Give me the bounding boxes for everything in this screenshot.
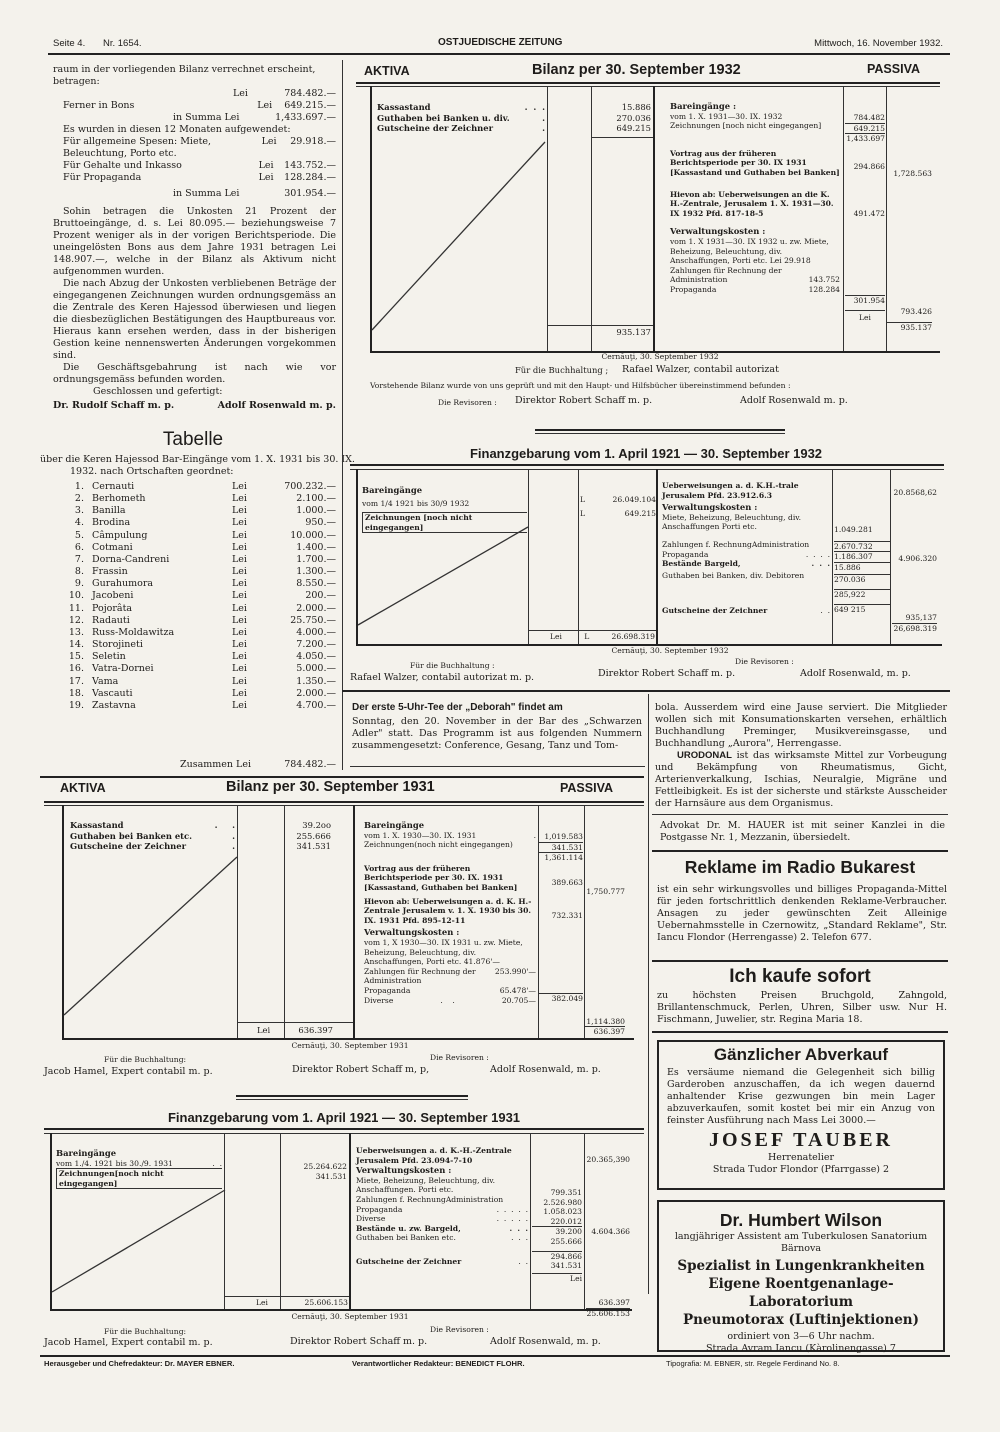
finanz1932-right-items: Ueberweisungen a. d. K.H.-trale Jerusalem Pfd. 23.912.6.3 Verwaltungskosten : Miete, Beheizung, Beleuchtung, div. Anschaffungen Porti etc. Zahlungen f. RechnungAdministration Propaganda . . . . Bestände Bargeld, . . . Guthaben bei Banken, div. Debitoren Gutscheine der Zeichner . . (662, 481, 830, 616)
tabelle-row-value: 4.050.— (296, 651, 336, 663)
tabelle-row-number: 9. (74, 578, 84, 590)
tea-body-part1: Sonntag, den 20. November in der Bar des „Schwarzen Adler" statt. Das Programm ist aus folgenden Nummern zusammengesetzt: Conference, Gesang, Tanz und Tom- (352, 716, 642, 751)
bilanz1932-aktiva: AKTIVA (364, 64, 410, 78)
tabelle-row-value: 700.232.— (284, 481, 336, 492)
signature-rosenwald: Adolf Rosenwald m. p. (217, 400, 336, 411)
rule (832, 469, 833, 644)
tabelle-row (62, 517, 336, 529)
tabelle-row (62, 481, 336, 493)
finanz1932-left-total: Lei L 26.698.319 (550, 632, 655, 641)
issue-date: Mittwoch, 16. November 1932. (814, 38, 943, 49)
bilanz1932-aktiva-items: Kassastand . . . Guthaben bei Banken u. div. . Gutscheine der Zeichner . (377, 102, 545, 134)
tabelle-row-value: 2.100.— (296, 493, 336, 505)
urodonal-name: URODONAL (677, 750, 732, 761)
bilanz1932-bookkeeping-label: Für die Buchhaltung ; (515, 365, 609, 375)
tabelle-row (62, 639, 336, 651)
report-para-3: Die Geschäftsgebahrung ist nach wie vor ordnungsgemäss befunden worden. (53, 362, 336, 385)
bilanz1932-rev2: Adolf Rosenwald m. p. (740, 395, 848, 406)
rule (890, 469, 891, 644)
rule (652, 850, 948, 852)
tabelle-row-value: 8.550.— (296, 578, 336, 590)
expenses-total: in Summa Lei 301.954.— (173, 188, 336, 199)
rule (535, 433, 785, 434)
tabelle-row-number: 13. (68, 626, 84, 638)
finanz1932-left-items: Bareingänge vom 1/4 1921 bis 30/9 1932 Zeichnungen [noch nicht eingegangen] (362, 485, 527, 533)
rule (652, 1031, 948, 1033)
report-intro: raum in der vorliegenden Bilanz verrechnet erscheint, betragen: (53, 64, 316, 87)
rule (356, 86, 940, 87)
tabelle-row (62, 493, 336, 505)
bilanz1932-passiva-values: 784.482 649.215 1,433.697 294.866 491.472 301.954 Lei (846, 113, 885, 322)
finanz1931-left-total: Lei 25.606.153 (256, 1298, 348, 1307)
tabelle-row (62, 688, 336, 700)
tabelle-row-number: 3. (74, 505, 84, 517)
rule (535, 429, 785, 431)
bilanz1932-place-date: Cernăuţi, 30. September 1932 (601, 352, 719, 361)
finanz1932-title: Finanzgebarung vom 1. April 1921 — 30. September 1932 (469, 446, 823, 461)
rule (584, 1133, 585, 1309)
receipt-row: Ferner in Bons Lei 649.215.— (63, 100, 336, 111)
tabelle-row-number: 16. (68, 663, 84, 675)
bilanz1931-revisors-label: Die Revisoren : (430, 1053, 489, 1062)
tabelle-row-currency: Lei (232, 614, 247, 626)
rule (44, 1128, 644, 1130)
rule (528, 630, 656, 631)
finanz1932-rev2: Adolf Rosenwald, m. p. (800, 668, 911, 679)
receipt-row: Lei 784.482.— (233, 88, 336, 99)
rule (350, 469, 944, 470)
abverkauf-role: Herrenatelier (767, 1152, 835, 1163)
tabelle-total: Zusammen Lei 784.482.— (180, 759, 336, 770)
tabelle-row (62, 578, 336, 590)
tabelle-row-currency: Lei (232, 675, 247, 687)
tabelle-row-currency: Lei (232, 590, 247, 602)
abverkauf-text: Es versäume niemand die Gelegenheit sich billig Garderoben anzuschaffen, da ich wegen dauernd anhaltender Krise gezwungen bin mein Lager abzuverkaufen, somit kostet bei mir ein Anzug von feinster Ausführung nach Mass Lei 3000.— (667, 1067, 935, 1126)
tabelle-row-place: Pojorâta (92, 602, 133, 614)
finanz1931-right-items: Ueberweisungen a. d. K.-H.-Zentrale Jerusalem Pfd. 23.094-7-10 Verwaltungskosten : Miete, Beheizung, Beleuchtung, div. Anschaffungen. Porti etc. Zahlungen f. RechnungAdministration Propaganda . . . . . Diverse . . . . . Bestände u. zw. Bargeld, . . . Guthaben bei Banken etc. . . . Gutscheine der Zeichner . . (356, 1146, 528, 1266)
bilanz1931-cancel-line (62, 855, 240, 1020)
masthead: OSTJUEDISCHE ZEITUNG (438, 37, 563, 48)
finanz1931-title: Finanzgebarung vom 1. April 1921 — 30. September 1931 (167, 1110, 521, 1125)
report-para-1: Sohin betragen die Unkosten 21 Prozent der Bruttoeingänge, d. s. Lei 80.095.— beziehungsweise 7 Prozent weniger als in der vorigen Berichtsperiode. Die uneingelösten Bons aus dem Jahre 1931 betragen Lei 148.907.—, welche in der Bilanz als Aktivum nicht aufgenommen wurden. (53, 206, 336, 277)
tabelle-row-value: 1.350.— (296, 675, 336, 687)
radio-title: Reklame im Radio Bukarest (684, 857, 916, 877)
tabelle-row-number: 18. (68, 687, 84, 699)
urodonal-text: ist das wirksamste Mittel zur Vorbeugung und Bekämpfung von Rheumatismus, Gicht, Arterienverkalkung, Ischias, Neuralgie, Migräne und Fettleibigkeit. Es ist der sicherste und stärkste Ausscheider der Harnsäure aus dem Organismus. (655, 750, 947, 809)
bilanz1932-passiva: PASSIVA (867, 62, 921, 76)
tabelle-row-number: 17. (68, 675, 84, 687)
bilanz1931-passiva-values: 1,019.583 341.531 1,361.114 389.663 732.331 382.049 (539, 832, 583, 1004)
rule (356, 82, 940, 84)
tabelle-row-currency: Lei (232, 663, 247, 675)
rule (578, 469, 579, 644)
finanz1931-rev1: Direktor Robert Schaff m. p. (290, 1336, 428, 1347)
bilanz1932-bookkeeper: Rafael Walzer, contabil autorizat (622, 364, 779, 375)
column-rule (342, 60, 343, 770)
tabelle-row-number: 14. (68, 639, 84, 651)
bilanz1932-aktiva-values: 15.886 270.036 649.215 (616, 102, 651, 134)
finanz1932-revisors-label: Die Revisoren : (735, 657, 794, 666)
rule (280, 1133, 281, 1309)
abverkauf-address: Strada Tudor Flondor (Pfarrgasse) 2 (712, 1164, 890, 1175)
urodonal-ad (655, 750, 947, 810)
report-para-2: Die nach Abzug der Unkosten verbliebenen Beträge der eingegangenen Zeichnungen wurden ordnungsgemäss an die Zentrale des Keren Hajessod überwiesen und liegen die diesbezüglichen Bestätigungen des Hauptbureaus vor. Hieraus kann ersehen werden, dass in der bisherigen Gestion keine nennenswerten Änderungen vorgekommen sind. (53, 278, 336, 361)
tabelle-row-currency: Lei (232, 553, 247, 565)
tabelle-row (62, 700, 336, 712)
tabelle-list (62, 481, 336, 712)
bilanz1931-passiva-totals: 1,750.777 1,114.380 636.397 (586, 887, 625, 1037)
expenses-intro: Es wurden in diesen 12 Monaten aufgewendet: (63, 124, 291, 135)
bilanz1931-aktiva-items: Kassastand . . Guthaben bei Banken etc. . Gutscheine der Zeichner . (70, 820, 235, 852)
tabelle-row-place: Zastavna (92, 699, 136, 711)
tabelle-row-value: 7.200.— (296, 639, 336, 651)
tabelle-row-number: 10. (68, 590, 84, 602)
report-text (53, 64, 336, 412)
tabelle-row-place: Dorna-Candreni (92, 553, 170, 565)
finanz1932-right-values: 1.049.281 2.670.732 1.186.307 15.886 270.036 285,922 649 215 (834, 500, 890, 614)
wilson-credentials: langjähriger Assistent am Tuberkulosen Sanatorium Bärnova (674, 1231, 928, 1254)
tabelle-row-value: 1.700.— (296, 553, 336, 565)
tabelle-row-place: Cernauti (92, 481, 135, 492)
tabelle-row-value: 4.000.— (296, 626, 336, 638)
tabelle-row-place: Radauti (92, 614, 130, 626)
finanz1931-cancel-line (50, 1188, 228, 1296)
rule (62, 1038, 634, 1040)
page-header (53, 38, 943, 52)
wilson-hours: ordiniert von 3—6 Uhr nachm. (727, 1331, 875, 1342)
tabelle-row-currency: Lei (232, 639, 247, 651)
header-rule (48, 53, 950, 55)
tabelle-row-currency: Lei (232, 651, 247, 663)
finanz1932-cancel-line (356, 525, 531, 630)
wilson-name: Dr. Humbert Wilson (719, 1210, 883, 1230)
finanz1931-rev2: Adolf Rosenwald, m. p. (490, 1336, 601, 1347)
tabelle-row (62, 676, 336, 688)
rule (652, 814, 948, 815)
bilanz1931-passiva: PASSIVA (560, 781, 614, 795)
rule (284, 805, 285, 1038)
tabelle-row-number: 19. (68, 699, 84, 711)
tabelle-row-currency: Lei (232, 699, 247, 711)
tabelle-row (62, 566, 336, 578)
tabelle-row-number: 4. (74, 517, 84, 529)
tabelle-row-number: 5. (74, 529, 84, 541)
tabelle-row-currency: Lei (232, 493, 247, 505)
bilanz1931-rev2: Adolf Rosenwald, m. p. (490, 1064, 601, 1075)
footer-rule (40, 1355, 950, 1357)
tabelle-row-currency: Lei (232, 517, 247, 529)
tabelle-row-place: Storojineti (92, 639, 143, 651)
tabelle-row-number: 7. (74, 553, 84, 565)
rule (349, 1133, 351, 1309)
finanz1931-place-date: Cernăuţi, 30. September 1931 (291, 1312, 409, 1321)
rule (350, 464, 944, 466)
expense-row: Für Gehalte und Inkasso Lei 143.752.— (63, 160, 336, 171)
tabelle-title: Tabelle (162, 429, 224, 450)
kaufe-text: zu höchsten Preisen Bruchgold, Zahngold, Brillantenschmuck, Perlen, Uhren, Silber usw. Nur H. Fischmann, Juwelier, str. Regina Maria 18. (657, 990, 947, 1025)
rule (350, 766, 645, 767)
abverkauf-name: JOSEF TAUBER (709, 1129, 893, 1151)
tabelle-row-value: 200.— (305, 590, 336, 602)
tabelle-row-currency: Lei (232, 541, 247, 553)
rule (236, 1095, 468, 1097)
tabelle-row-number: 2. (74, 493, 84, 505)
tabelle-row-place: Seletin (92, 651, 126, 663)
tabelle-row-currency: Lei (232, 566, 247, 578)
rule (656, 469, 658, 644)
rule (843, 86, 844, 351)
tabelle-row-currency: Lei (232, 529, 247, 541)
wilson-ad (657, 1200, 945, 1352)
bilanz1931-bookkeeper: Jacob Hamel, Expert contabil m. p. (44, 1066, 213, 1077)
rule (591, 137, 653, 138)
tabelle-row-value: 4.700.— (296, 699, 336, 711)
footer-editor: Verantwortlicher Redakteur: BENEDICT FLOHR. (352, 1359, 525, 1368)
tabelle-row-currency: Lei (232, 505, 247, 517)
finanz1932-bookkeeping-label: Für die Buchhaltung : (410, 661, 495, 670)
finanz1932-right-totals: 20.8568,62 4.906.320 935,137 26,698.319 (893, 488, 937, 633)
tabelle-row-place: Gurahumora (92, 578, 154, 590)
finanz1931-bookkeeper: Jacob Hamel, Expert contabil m. p. (44, 1337, 213, 1348)
bilanz1931-passiva-items: Bareingänge vom 1. X. 1930—30. IX. 1931 . Zeichnungen(noch nicht eingegangen) Vortrag aus der früheren Berichtsperiode per 30. IX. 1931 [Kassastand, Guthaben bei Banken] Hievon ab: Ueberweisungen a. d. K. H.-Zentrale Jerusalem v. 1. X. 1930 bis 30. IX. 1931 Pfd. 895-12-11 Verwaltungskosten : vom 1, X 1930—30. IX 1931 u. zw. Miete, Beheizung, Beleuchtung, div. Anschaffungen, Porti etc. 41.876'— Zahlungen für Rechnung der Administration 253.990'— Propaganda 65.478'— Diverse . . 20.705— (364, 820, 536, 1005)
tabelle-row (62, 663, 336, 675)
rule (44, 805, 644, 806)
bilanz1932-rev1: Direktor Robert Schaff m. p. (515, 395, 653, 406)
rule (44, 1133, 644, 1134)
tabelle-row-number: 12. (68, 614, 84, 626)
bilanz1931-aktiva-values: 39.2oo 255.666 341.531 (296, 820, 331, 852)
tabelle-row-currency: Lei (232, 687, 247, 699)
tabelle-row-number: 11. (68, 602, 84, 614)
advokat-notice: Advokat Dr. M. HAUER ist mit seiner Kanzlei in die Postgasse Nr. 1, Mezzanin, übersiedelt. (660, 820, 945, 843)
bilanz1932-revisors-label: Die Revisoren : (438, 398, 497, 407)
rule (652, 960, 948, 962)
issue-number: Nr. 1654. (103, 38, 142, 49)
bilanz1931-rev1: Direktor Robert Schaff m, p, (292, 1064, 430, 1075)
bilanz1931-aktiva: AKTIVA (60, 781, 106, 795)
tabelle-row (62, 554, 336, 566)
rule (224, 1296, 349, 1297)
tabelle-row (62, 542, 336, 554)
tabelle-row (62, 615, 336, 627)
tabelle-row (62, 590, 336, 602)
tea-announcement: Der erste 5-Uhr-Tee der „Deborah" findet am (352, 702, 563, 713)
tabelle-row-number: 15. (68, 651, 84, 663)
rule (237, 1022, 353, 1023)
bilanz1931-title: Bilanz per 30. September 1931 (226, 779, 435, 795)
finanz1931-left-values: 25.264.622 341.531 (303, 1162, 347, 1181)
tea-body-part2: bola. Ausserdem wird eine Jause serviert. Die Mitglieder wollen sich mit Konsumationskarten versehen, erhältlich Buchhandlung Preminger, Musikvereinsgasse, und Buchhandlung „Aurora", Herrengasse. (655, 702, 947, 749)
tabelle-row (62, 627, 336, 639)
finanz1931-revisors-label: Die Revisoren : (430, 1325, 489, 1334)
report-closing: Geschlossen und gefertigt: (93, 386, 223, 397)
finanz1931-bookkeeping-label: Für die Buchhaltung: (104, 1327, 187, 1336)
tabelle-row-place: Russ-Moldawitza (92, 626, 175, 638)
tabelle-row-number: 6. (74, 541, 84, 553)
tabelle-row-value: 5.000.— (296, 663, 336, 675)
tabelle-row-place: Vatra-Dornei (92, 663, 154, 675)
tabelle-row-place: Vama (92, 675, 119, 687)
tabelle-row (62, 530, 336, 542)
bilanz1931-bookkeeping-label: Für die Buchhaltung: (104, 1055, 187, 1064)
wilson-spec-2: Eigene Roentgenanlage-Laboratorium (708, 1276, 894, 1310)
tabelle-row-place: Vascauti (92, 687, 133, 699)
footer-printer: Tipografia: M. EBNER, str. Regele Ferdinand No. 8. (666, 1359, 840, 1368)
tabelle-row-currency: Lei (232, 578, 247, 590)
tabelle-row-place: Câmpulung (92, 529, 148, 541)
tabelle-row-value: 25.750.— (290, 614, 336, 626)
finanz1931-right-totals: 20.365,390 4.604.366 636.397 25.606.153 (586, 1155, 630, 1318)
bilanz1932-passiva-totals: 1,728.563 793.426 935.137 (887, 169, 932, 333)
rule (530, 1133, 531, 1309)
rule (653, 86, 655, 351)
kaufe-title: Ich kaufe sofort (729, 966, 871, 987)
radio-text: ist ein sehr wirkungsvolles und billiges Propaganda-Mittel für jeden fortschrittlich denkenden Reklame-Verbraucher. Ansagen zu jeder gewünschten Zeit Alleinige Uebernahmsstelle in Czernowitz, „Standard Reklame", Str. Iancu Flondor (Herrengasse) 2. Telefon 677. (657, 884, 947, 943)
tabelle-row-place: Jacobeni (92, 590, 134, 602)
tabelle-row-currency: Lei (232, 481, 247, 492)
receipt-total: in Summa Lei 1,433.697.— (173, 112, 336, 123)
tabelle-row-place: Banilla (92, 505, 126, 517)
tabelle-row-place: Cotmani (92, 541, 133, 553)
expense-row: Für Propaganda Lei 128.284.— (63, 172, 336, 183)
tabelle-row-value: 1.400.— (296, 541, 336, 553)
expense-row: Für allgemeine Spesen: Miete, Beleuchtung, Porto etc. Lei 29.918.— (63, 136, 336, 159)
bilanz1932-cancel-line (370, 140, 550, 335)
bilanz1932-passiva-items: Bareingänge : vom 1. X. 1931—30. IX. 1932 Zeichnungen [noch nicht eingegangen] Vortrag aus der früheren Berichtsperiode per 30. IX 1931 [Kassastand und Guthaben bei Banken] Hievon ab: Ueberweisungen an die K. H.-Zentrale, Jerusalem 1. X. 1931—30. IX 1932 Pfd. 817-18-5 Verwaltungskosten : vom 1. X 1931—30. IX 1932 u. zw. Miete, Beheizung, Beleuchtung, div. Anschaffungen, Porti etc. Lei 29.918 Zahlungen für Rechnung der Administration 143.752 Propaganda 128.284 (670, 101, 840, 294)
tabelle-row (62, 505, 336, 517)
report-signatures (53, 400, 336, 412)
tabelle-row-value: 2.000.— (296, 687, 336, 699)
tabelle-row-currency: Lei (232, 626, 247, 638)
tabelle-row-place: Brodina (92, 517, 131, 529)
finanz1931-left-items: Bareingänge vom 1./4. 1921 bis 30./9. 1931 . . Zeichnungen[noch nicht eingegangen] (56, 1148, 222, 1188)
rule (50, 1309, 632, 1311)
tabelle-row-currency: Lei (232, 602, 247, 614)
tabelle-row-place: Berhometh (92, 493, 146, 505)
column-rule (648, 694, 649, 1294)
footer-publisher: Herausgeber und Chefredakteur: Dr. MAYER EBNER. (44, 1359, 235, 1368)
bilanz1931-aktiva-total: Lei 636.397 (257, 1025, 333, 1035)
tabelle-row-number: 1. (74, 481, 84, 492)
wilson-spec-3: Pneumotorax (Luftinjektionen) (683, 1312, 919, 1328)
wilson-spec-1: Spezialist in Lungenkrankheiten (677, 1258, 925, 1274)
finanz1932-place-date: Cernăuţi, 30. September 1932 (611, 646, 729, 655)
tabelle-row-value: 1.300.— (296, 566, 336, 578)
signature-schaff: Dr. Rudolf Schaff m. p. (53, 400, 175, 411)
finanz1932-bookkeeper: Rafael Walzer, contabil autorizat m. p. (350, 672, 535, 683)
rule (342, 690, 950, 692)
tabelle-row-value: 950.— (305, 517, 336, 529)
tabelle-row-number: 8. (74, 566, 84, 578)
rule (547, 325, 653, 326)
tabelle-row-value: 1.000.— (296, 505, 336, 517)
finanz1932-rev1: Direktor Robert Schaff m. p. (598, 668, 736, 679)
bilanz1932-aktiva-total: 935.137 (616, 327, 651, 337)
rule (44, 801, 644, 803)
rule (353, 805, 355, 1038)
finanz1932-left-values: L 26.049.104 L 649.215 (580, 495, 656, 518)
rule (40, 776, 644, 778)
bilanz1932-title: Bilanz per 30. September 1932 (532, 62, 741, 78)
abverkauf-title: Gänzlicher Abverkauf (713, 1045, 889, 1064)
page-number: Seite 4. (53, 38, 86, 49)
tabelle-subtitle: über die Keren Hajessod Bar-Eingänge vom 1. X. 1931 bis 30. IX. 1932. nach Ortschaften geordnet: (40, 454, 355, 477)
bilanz1932-audit-note: Vorstehende Bilanz wurde von uns geprüft und mit den Haupt- und Hilfsbücher übereinstimmend befunden : (370, 381, 791, 390)
abverkauf-ad (657, 1040, 945, 1190)
tabelle-row-place: Frassin (92, 566, 128, 578)
rule (236, 1099, 468, 1100)
wilson-address: Strada Avram Iancu (Kàrolinengasse) 7 (706, 1343, 896, 1354)
bilanz1931-place-date: Cernăuţi, 30. September 1931 (291, 1041, 409, 1050)
tabelle-row-value: 2.000.— (296, 602, 336, 614)
tabelle-row (62, 651, 336, 663)
tabelle-row-value: 10.000.— (290, 529, 336, 541)
finanz1931-right-values: 799.351 2.526.980 1.058.023 220.012 39.200 255.666 294.866 341.531 Lei (532, 1188, 582, 1283)
tabelle-row (62, 603, 336, 615)
